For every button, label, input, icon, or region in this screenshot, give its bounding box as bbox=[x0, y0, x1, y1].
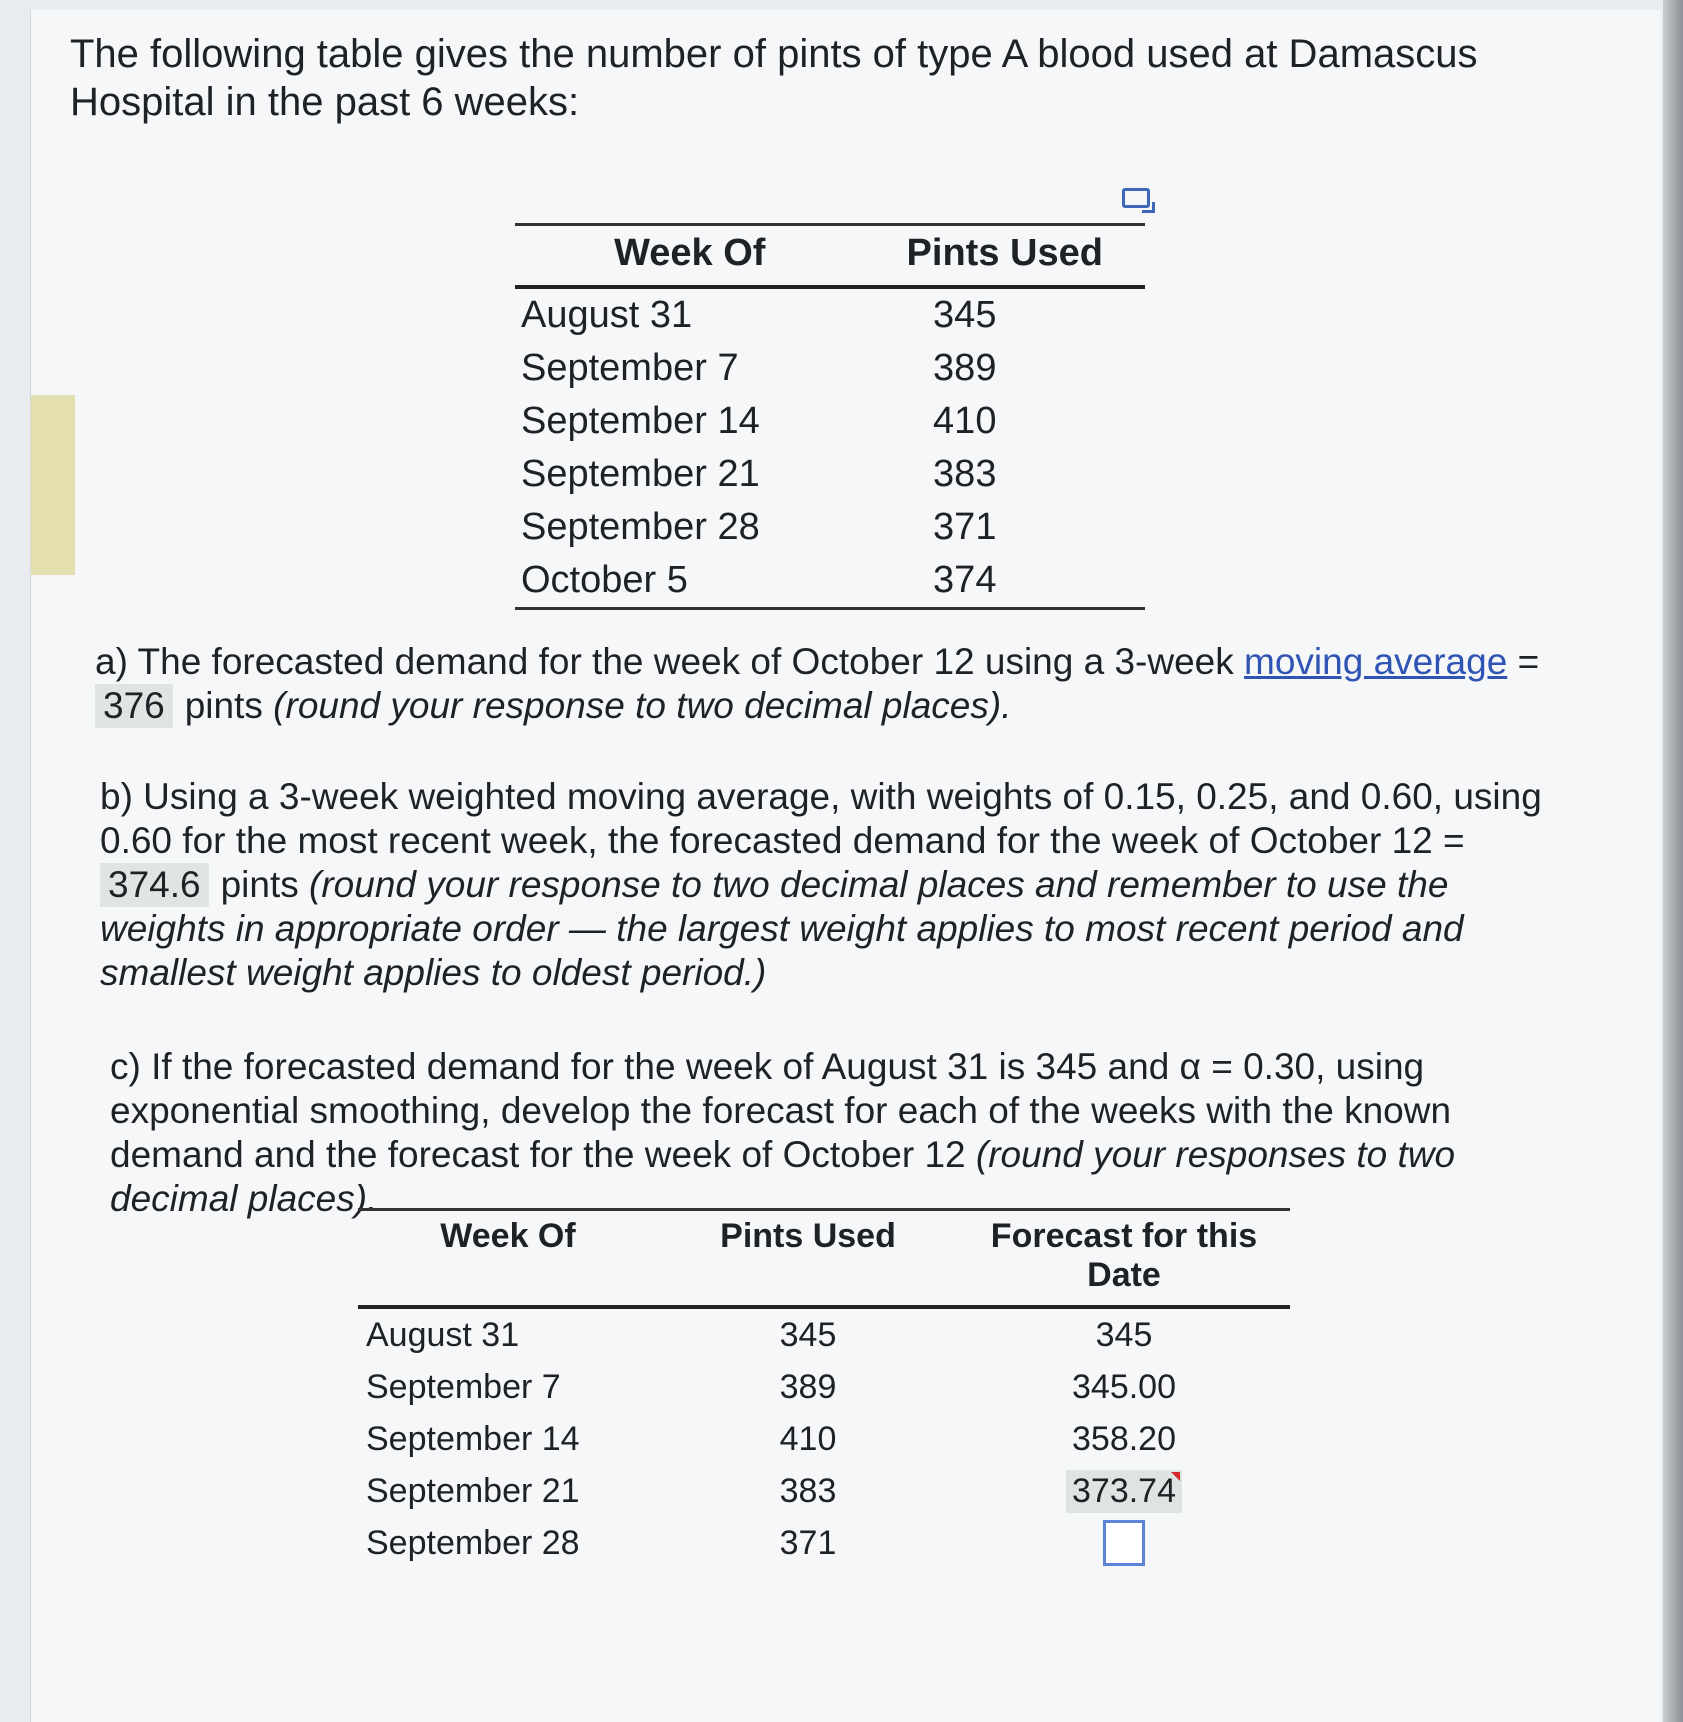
pints-cell: 389 bbox=[779, 1367, 837, 1406]
header-week-of: Week Of bbox=[614, 232, 766, 274]
week-cell: September 28 bbox=[366, 1523, 580, 1562]
table-row bbox=[515, 501, 1145, 554]
expand-table-icon[interactable] bbox=[1122, 188, 1150, 208]
table-row bbox=[358, 1361, 1290, 1413]
blood-usage-table bbox=[515, 223, 1145, 610]
table-row bbox=[515, 287, 1145, 342]
week-cell: September 14 bbox=[366, 1419, 580, 1458]
week-cell: September 21 bbox=[521, 453, 760, 495]
forecast-answer-value: 373.74 bbox=[1072, 1471, 1176, 1510]
exponential-smoothing-table bbox=[358, 1208, 1290, 1569]
header-pints-used: Pints Used bbox=[720, 1217, 896, 1255]
week-cell: October 5 bbox=[521, 559, 688, 601]
question-c bbox=[110, 1045, 1570, 1221]
question-a bbox=[95, 640, 1575, 728]
header-week-of: Week Of bbox=[440, 1217, 576, 1255]
forecast-input-empty[interactable] bbox=[1103, 1520, 1145, 1566]
table-row bbox=[358, 1413, 1290, 1465]
pints-cell: 345 bbox=[933, 294, 997, 336]
moving-average-link[interactable]: moving average bbox=[1244, 641, 1508, 682]
question-b-note: (round your response to two decimal places and remember to use the weights in appropriate order — the largest weight applies to most recent period and smallest weight applies to oldest period.) bbox=[100, 864, 1464, 993]
pints-cell: 374 bbox=[933, 559, 997, 601]
intro-text: The following table gives the number of pints of type A blood used at Damascus Hospital in the past 6 weeks: bbox=[70, 32, 1478, 124]
forecast-answer-field-active[interactable] bbox=[1066, 1470, 1182, 1513]
header-pints-used: Pints Used bbox=[906, 232, 1103, 274]
table-row bbox=[358, 1517, 1290, 1569]
error-flag-icon bbox=[1171, 1472, 1180, 1481]
week-cell: September 7 bbox=[366, 1367, 561, 1406]
answer-a-unit: pints bbox=[184, 685, 263, 726]
table-row bbox=[515, 342, 1145, 395]
question-c-text: c) If the forecasted demand for the week of August 31 is 345 and α = 0.30, using exponential smoothing, develop the forecast for each of the weeks with the known demand and the forecast for the week of October 12 bbox=[110, 1046, 1452, 1175]
pints-cell: 345 bbox=[779, 1315, 837, 1354]
table-row bbox=[358, 1307, 1290, 1361]
week-cell: September 28 bbox=[521, 506, 760, 548]
forecast-answer-field[interactable]: 358.20 bbox=[1072, 1419, 1176, 1458]
answer-b-unit: pints bbox=[220, 864, 299, 905]
answer-b-field[interactable]: 374.6 bbox=[100, 863, 209, 907]
question-a-note: (round your response to two decimal places). bbox=[273, 685, 1012, 726]
pints-cell: 383 bbox=[779, 1471, 837, 1510]
forecast-answer-field[interactable]: 345.00 bbox=[1072, 1367, 1176, 1406]
pints-cell: 383 bbox=[933, 453, 997, 495]
table-row bbox=[358, 1465, 1290, 1517]
question-a-text: a) The forecasted demand for the week of October 12 using a 3-week bbox=[95, 641, 1245, 682]
week-cell: September 21 bbox=[366, 1471, 580, 1510]
pints-cell: 410 bbox=[779, 1419, 837, 1458]
week-cell: August 31 bbox=[521, 294, 693, 336]
pints-cell: 371 bbox=[779, 1523, 837, 1562]
pints-cell: 410 bbox=[933, 400, 997, 442]
week-cell: August 31 bbox=[366, 1315, 520, 1354]
question-b bbox=[100, 775, 1580, 995]
highlight-strip bbox=[31, 395, 75, 575]
week-cell: September 7 bbox=[521, 347, 739, 389]
answer-a-field[interactable]: 376 bbox=[95, 684, 173, 728]
monitor-edge bbox=[1663, 0, 1683, 1722]
pints-cell: 389 bbox=[933, 347, 997, 389]
question-a-equals: = bbox=[1507, 641, 1540, 682]
table-row bbox=[515, 448, 1145, 501]
table-row bbox=[515, 554, 1145, 609]
header-forecast: Forecast for this Date bbox=[990, 1217, 1258, 1294]
forecast-value: 345 bbox=[1095, 1315, 1153, 1354]
question-b-text: b) Using a 3-week weighted moving average, with weights of 0.15, 0.25, and 0.60, using 0.60 for the most recent week, the forecasted demand for the week of October 12 = bbox=[100, 776, 1542, 861]
table-row bbox=[515, 395, 1145, 448]
question-c-note: (round your responses to two decimal places). bbox=[110, 1134, 1456, 1219]
pints-cell: 371 bbox=[933, 506, 997, 548]
week-cell: September 14 bbox=[521, 400, 760, 442]
